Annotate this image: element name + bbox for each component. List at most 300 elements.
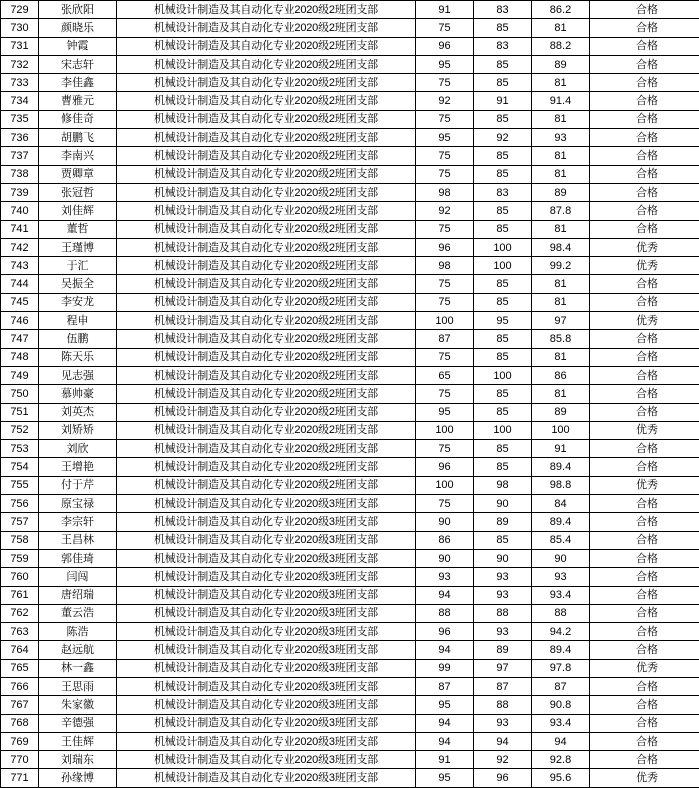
cell-total: 90.8 (532, 696, 590, 714)
cell-id: 748 (1, 348, 39, 366)
cell-name: 曹雅元 (39, 92, 117, 110)
cell-result: 合格 (590, 495, 699, 513)
cell-score1: 94 (416, 586, 474, 604)
cell-id: 733 (1, 74, 39, 92)
cell-score2: 85 (474, 531, 532, 549)
cell-branch: 机械设计制造及其自动化专业2020级2班团支部 (117, 55, 416, 73)
cell-id: 768 (1, 714, 39, 732)
cell-score1: 96 (416, 238, 474, 256)
cell-total: 95.6 (532, 769, 590, 787)
cell-result: 合格 (590, 165, 699, 183)
table-row (1, 440, 699, 458)
cell-result: 优秀 (590, 421, 699, 439)
cell-total: 91 (532, 440, 590, 458)
table-row (1, 568, 699, 586)
cell-total: 84 (532, 495, 590, 513)
table-row (1, 275, 699, 293)
cell-id: 761 (1, 586, 39, 604)
cell-result: 合格 (590, 348, 699, 366)
table-row (1, 513, 699, 531)
cell-id: 766 (1, 677, 39, 695)
table-row (1, 421, 699, 439)
cell-name: 王昌林 (39, 531, 117, 549)
cell-score1: 95 (416, 696, 474, 714)
cell-branch: 机械设计制造及其自动化专业2020级2班团支部 (117, 403, 416, 421)
cell-score2: 97 (474, 659, 532, 677)
cell-score1: 75 (416, 275, 474, 293)
cell-total: 98.8 (532, 476, 590, 494)
cell-result: 优秀 (590, 659, 699, 677)
cell-branch: 机械设计制造及其自动化专业2020级2班团支部 (117, 385, 416, 403)
cell-total: 81 (532, 74, 590, 92)
table-row (1, 257, 699, 275)
cell-result: 合格 (590, 458, 699, 476)
cell-name: 朱家徽 (39, 696, 117, 714)
cell-id: 758 (1, 531, 39, 549)
cell-id: 738 (1, 165, 39, 183)
cell-result: 合格 (590, 568, 699, 586)
table-row (1, 751, 699, 769)
cell-branch: 机械设计制造及其自动化专业2020级3班团支部 (117, 769, 416, 787)
cell-id: 750 (1, 385, 39, 403)
cell-branch: 机械设计制造及其自动化专业2020级2班团支部 (117, 366, 416, 384)
table-row (1, 74, 699, 92)
cell-name: 林一鑫 (39, 659, 117, 677)
table-row (1, 147, 699, 165)
cell-total: 86 (532, 366, 590, 384)
cell-score1: 75 (416, 147, 474, 165)
cell-result: 合格 (590, 531, 699, 549)
cell-score1: 75 (416, 165, 474, 183)
cell-score2: 85 (474, 403, 532, 421)
cell-score2: 98 (474, 476, 532, 494)
cell-score2: 93 (474, 623, 532, 641)
cell-score1: 75 (416, 348, 474, 366)
cell-result: 合格 (590, 147, 699, 165)
cell-id: 753 (1, 440, 39, 458)
cell-branch: 机械设计制造及其自动化专业2020级2班团支部 (117, 257, 416, 275)
cell-name: 刘英杰 (39, 403, 117, 421)
cell-id: 729 (1, 1, 39, 19)
cell-total: 81 (532, 293, 590, 311)
cell-name: 于汇 (39, 257, 117, 275)
cell-branch: 机械设计制造及其自动化专业2020级2班团支部 (117, 421, 416, 439)
cell-score1: 95 (416, 55, 474, 73)
table-row (1, 623, 699, 641)
table-row (1, 659, 699, 677)
table-row (1, 348, 699, 366)
cell-score1: 75 (416, 19, 474, 37)
cell-score2: 100 (474, 238, 532, 256)
cell-branch: 机械设计制造及其自动化专业2020级2班团支部 (117, 147, 416, 165)
cell-result: 合格 (590, 293, 699, 311)
cell-total: 94.2 (532, 623, 590, 641)
cell-score1: 96 (416, 623, 474, 641)
cell-id: 762 (1, 604, 39, 622)
cell-score2: 96 (474, 769, 532, 787)
table-row (1, 366, 699, 384)
cell-branch: 机械设计制造及其自动化专业2020级2班团支部 (117, 476, 416, 494)
cell-branch: 机械设计制造及其自动化专业2020级2班团支部 (117, 19, 416, 37)
cell-id: 769 (1, 732, 39, 750)
cell-id: 740 (1, 202, 39, 220)
cell-score2: 87 (474, 677, 532, 695)
cell-score2: 85 (474, 458, 532, 476)
cell-name: 陈浩 (39, 623, 117, 641)
cell-name: 闫闯 (39, 568, 117, 586)
cell-score1: 75 (416, 220, 474, 238)
cell-total: 94 (532, 732, 590, 750)
cell-total: 86.2 (532, 1, 590, 19)
cell-branch: 机械设计制造及其自动化专业2020级3班团支部 (117, 568, 416, 586)
cell-result: 合格 (590, 74, 699, 92)
cell-total: 97 (532, 312, 590, 330)
cell-result: 合格 (590, 129, 699, 147)
cell-name: 程申 (39, 312, 117, 330)
cell-total: 93.4 (532, 714, 590, 732)
cell-result: 合格 (590, 732, 699, 750)
cell-branch: 机械设计制造及其自动化专业2020级2班团支部 (117, 330, 416, 348)
cell-score2: 85 (474, 293, 532, 311)
cell-branch: 机械设计制造及其自动化专业2020级3班团支部 (117, 714, 416, 732)
cell-name: 唐绍瑞 (39, 586, 117, 604)
cell-score1: 65 (416, 366, 474, 384)
cell-result: 合格 (590, 714, 699, 732)
cell-branch: 机械设计制造及其自动化专业2020级3班团支部 (117, 495, 416, 513)
cell-name: 王增艳 (39, 458, 117, 476)
cell-name: 钟霞 (39, 37, 117, 55)
cell-result: 优秀 (590, 257, 699, 275)
cell-name: 刘佳辉 (39, 202, 117, 220)
cell-total: 81 (532, 110, 590, 128)
table-row (1, 202, 699, 220)
cell-result: 合格 (590, 330, 699, 348)
cell-score1: 98 (416, 183, 474, 201)
cell-name: 刘欣 (39, 440, 117, 458)
cell-id: 741 (1, 220, 39, 238)
cell-result: 优秀 (590, 476, 699, 494)
cell-id: 770 (1, 751, 39, 769)
table-row (1, 549, 699, 567)
cell-score1: 75 (416, 110, 474, 128)
cell-score1: 94 (416, 732, 474, 750)
cell-id: 744 (1, 275, 39, 293)
cell-score2: 83 (474, 183, 532, 201)
cell-branch: 机械设计制造及其自动化专业2020级2班团支部 (117, 129, 416, 147)
cell-result: 优秀 (590, 769, 699, 787)
cell-total: 89.4 (532, 513, 590, 531)
cell-total: 81 (532, 348, 590, 366)
table-row (1, 165, 699, 183)
cell-score2: 83 (474, 37, 532, 55)
cell-score2: 85 (474, 385, 532, 403)
cell-name: 李宗轩 (39, 513, 117, 531)
cell-total: 81 (532, 147, 590, 165)
cell-total: 89 (532, 55, 590, 73)
cell-id: 732 (1, 55, 39, 73)
cell-id: 735 (1, 110, 39, 128)
cell-id: 757 (1, 513, 39, 531)
cell-id: 756 (1, 495, 39, 513)
cell-result: 合格 (590, 110, 699, 128)
cell-total: 85.4 (532, 531, 590, 549)
cell-branch: 机械设计制造及其自动化专业2020级2班团支部 (117, 92, 416, 110)
cell-total: 98.4 (532, 238, 590, 256)
cell-result: 合格 (590, 19, 699, 37)
table-row (1, 495, 699, 513)
cell-score2: 85 (474, 220, 532, 238)
cell-name: 李佳鑫 (39, 74, 117, 92)
cell-id: 767 (1, 696, 39, 714)
table-row (1, 732, 699, 750)
cell-branch: 机械设计制造及其自动化专业2020级3班团支部 (117, 696, 416, 714)
cell-name: 张冠哲 (39, 183, 117, 201)
cell-total: 81 (532, 220, 590, 238)
table-row (1, 531, 699, 549)
cell-score1: 93 (416, 568, 474, 586)
cell-branch: 机械设计制造及其自动化专业2020级3班团支部 (117, 531, 416, 549)
cell-id: 739 (1, 183, 39, 201)
cell-name: 王瑾博 (39, 238, 117, 256)
cell-score2: 89 (474, 513, 532, 531)
cell-score2: 85 (474, 275, 532, 293)
cell-name: 李南兴 (39, 147, 117, 165)
cell-result: 合格 (590, 440, 699, 458)
cell-branch: 机械设计制造及其自动化专业2020级3班团支部 (117, 623, 416, 641)
table-body (1, 1, 699, 788)
cell-branch: 机械设计制造及其自动化专业2020级2班团支部 (117, 293, 416, 311)
cell-branch: 机械设计制造及其自动化专业2020级2班团支部 (117, 220, 416, 238)
cell-branch: 机械设计制造及其自动化专业2020级3班团支部 (117, 513, 416, 531)
cell-score2: 94 (474, 732, 532, 750)
cell-score1: 100 (416, 312, 474, 330)
cell-score1: 90 (416, 513, 474, 531)
cell-name: 胡鹏飞 (39, 129, 117, 147)
cell-score2: 93 (474, 568, 532, 586)
cell-total: 97.8 (532, 659, 590, 677)
cell-score1: 96 (416, 458, 474, 476)
cell-total: 88.2 (532, 37, 590, 55)
cell-name: 张欣阳 (39, 1, 117, 19)
cell-name: 伍鹏 (39, 330, 117, 348)
table-row (1, 129, 699, 147)
cell-score2: 100 (474, 257, 532, 275)
cell-score2: 93 (474, 714, 532, 732)
cell-score1: 86 (416, 531, 474, 549)
cell-name: 见志强 (39, 366, 117, 384)
cell-name: 刘瑞东 (39, 751, 117, 769)
cell-score1: 95 (416, 403, 474, 421)
cell-branch: 机械设计制造及其自动化专业2020级3班团支部 (117, 549, 416, 567)
cell-score2: 83 (474, 1, 532, 19)
cell-total: 81 (532, 165, 590, 183)
cell-result: 合格 (590, 677, 699, 695)
table-row (1, 604, 699, 622)
table-row (1, 586, 699, 604)
cell-score1: 96 (416, 37, 474, 55)
cell-total: 87 (532, 677, 590, 695)
cell-score2: 85 (474, 55, 532, 73)
cell-score1: 90 (416, 549, 474, 567)
cell-name: 付于芹 (39, 476, 117, 494)
cell-branch: 机械设计制造及其自动化专业2020级3班团支部 (117, 677, 416, 695)
cell-score2: 100 (474, 421, 532, 439)
cell-name: 贾卿章 (39, 165, 117, 183)
cell-id: 745 (1, 293, 39, 311)
cell-total: 89.4 (532, 458, 590, 476)
cell-result: 优秀 (590, 312, 699, 330)
cell-name: 慕帅豪 (39, 385, 117, 403)
cell-total: 93.4 (532, 586, 590, 604)
cell-score2: 85 (474, 19, 532, 37)
cell-id: 764 (1, 641, 39, 659)
cell-name: 赵远航 (39, 641, 117, 659)
table-row (1, 312, 699, 330)
table-row (1, 330, 699, 348)
cell-score2: 100 (474, 366, 532, 384)
cell-name: 董哲 (39, 220, 117, 238)
cell-name: 王思雨 (39, 677, 117, 695)
table-row (1, 293, 699, 311)
cell-result: 合格 (590, 641, 699, 659)
cell-score2: 91 (474, 92, 532, 110)
table-row (1, 677, 699, 695)
cell-name: 原宝禄 (39, 495, 117, 513)
cell-score2: 88 (474, 604, 532, 622)
cell-name: 吴振全 (39, 275, 117, 293)
cell-total: 91.4 (532, 92, 590, 110)
cell-total: 93 (532, 568, 590, 586)
cell-result: 优秀 (590, 238, 699, 256)
cell-id: 754 (1, 458, 39, 476)
cell-score1: 99 (416, 659, 474, 677)
table-row (1, 92, 699, 110)
cell-total: 90 (532, 549, 590, 567)
cell-branch: 机械设计制造及其自动化专业2020级3班团支部 (117, 604, 416, 622)
cell-name: 郭佳琦 (39, 549, 117, 567)
cell-score1: 91 (416, 751, 474, 769)
cell-result: 合格 (590, 549, 699, 567)
cell-score2: 92 (474, 129, 532, 147)
cell-id: 730 (1, 19, 39, 37)
cell-score2: 89 (474, 641, 532, 659)
cell-id: 755 (1, 476, 39, 494)
cell-total: 89.4 (532, 641, 590, 659)
cell-score1: 88 (416, 604, 474, 622)
cell-score2: 90 (474, 549, 532, 567)
cell-total: 87.8 (532, 202, 590, 220)
table-row (1, 458, 699, 476)
cell-total: 93 (532, 129, 590, 147)
table-row (1, 19, 699, 37)
cell-id: 747 (1, 330, 39, 348)
cell-score1: 75 (416, 74, 474, 92)
cell-branch: 机械设计制造及其自动化专业2020级2班团支部 (117, 110, 416, 128)
cell-id: 771 (1, 769, 39, 787)
table-row (1, 238, 699, 256)
cell-result: 合格 (590, 1, 699, 19)
cell-name: 董云浩 (39, 604, 117, 622)
cell-result: 合格 (590, 385, 699, 403)
table-row (1, 385, 699, 403)
cell-result: 合格 (590, 275, 699, 293)
cell-id: 749 (1, 366, 39, 384)
cell-total: 81 (532, 19, 590, 37)
cell-result: 合格 (590, 92, 699, 110)
cell-total: 92.8 (532, 751, 590, 769)
cell-score2: 85 (474, 147, 532, 165)
cell-branch: 机械设计制造及其自动化专业2020级2班团支部 (117, 312, 416, 330)
cell-branch: 机械设计制造及其自动化专业2020级2班团支部 (117, 238, 416, 256)
cell-result: 合格 (590, 202, 699, 220)
cell-id: 731 (1, 37, 39, 55)
cell-score2: 93 (474, 586, 532, 604)
table-row (1, 183, 699, 201)
cell-score1: 75 (416, 495, 474, 513)
cell-score2: 90 (474, 495, 532, 513)
cell-score1: 94 (416, 641, 474, 659)
cell-score1: 95 (416, 769, 474, 787)
cell-score1: 75 (416, 440, 474, 458)
cell-result: 合格 (590, 183, 699, 201)
cell-id: 743 (1, 257, 39, 275)
cell-result: 合格 (590, 623, 699, 641)
cell-name: 王佳辉 (39, 732, 117, 750)
table-row (1, 696, 699, 714)
cell-total: 99.2 (532, 257, 590, 275)
cell-score1: 75 (416, 385, 474, 403)
cell-branch: 机械设计制造及其自动化专业2020级2班团支部 (117, 275, 416, 293)
cell-total: 85.8 (532, 330, 590, 348)
cell-name: 刘矫矫 (39, 421, 117, 439)
cell-score1: 100 (416, 421, 474, 439)
cell-branch: 机械设计制造及其自动化专业2020级3班团支部 (117, 732, 416, 750)
cell-result: 合格 (590, 366, 699, 384)
table-row (1, 37, 699, 55)
cell-name: 李安龙 (39, 293, 117, 311)
table-row (1, 1, 699, 19)
cell-score1: 98 (416, 257, 474, 275)
cell-total: 89 (532, 183, 590, 201)
cell-name: 颜晓乐 (39, 19, 117, 37)
cell-result: 合格 (590, 37, 699, 55)
cell-result: 合格 (590, 751, 699, 769)
cell-name: 孙缘博 (39, 769, 117, 787)
cell-branch: 机械设计制造及其自动化专业2020级2班团支部 (117, 37, 416, 55)
cell-score2: 85 (474, 202, 532, 220)
cell-score1: 92 (416, 202, 474, 220)
cell-id: 759 (1, 549, 39, 567)
table-row (1, 714, 699, 732)
cell-id: 746 (1, 312, 39, 330)
cell-total: 100 (532, 421, 590, 439)
table-row (1, 110, 699, 128)
cell-id: 760 (1, 568, 39, 586)
cell-branch: 机械设计制造及其自动化专业2020级2班团支部 (117, 74, 416, 92)
cell-total: 88 (532, 604, 590, 622)
cell-score2: 92 (474, 751, 532, 769)
table-row (1, 641, 699, 659)
cell-score1: 87 (416, 677, 474, 695)
cell-result: 合格 (590, 55, 699, 73)
cell-result: 合格 (590, 220, 699, 238)
cell-branch: 机械设计制造及其自动化专业2020级2班团支部 (117, 458, 416, 476)
cell-name: 辛德强 (39, 714, 117, 732)
cell-score2: 85 (474, 165, 532, 183)
cell-total: 81 (532, 385, 590, 403)
cell-branch: 机械设计制造及其自动化专业2020级2班团支部 (117, 1, 416, 19)
cell-result: 合格 (590, 403, 699, 421)
